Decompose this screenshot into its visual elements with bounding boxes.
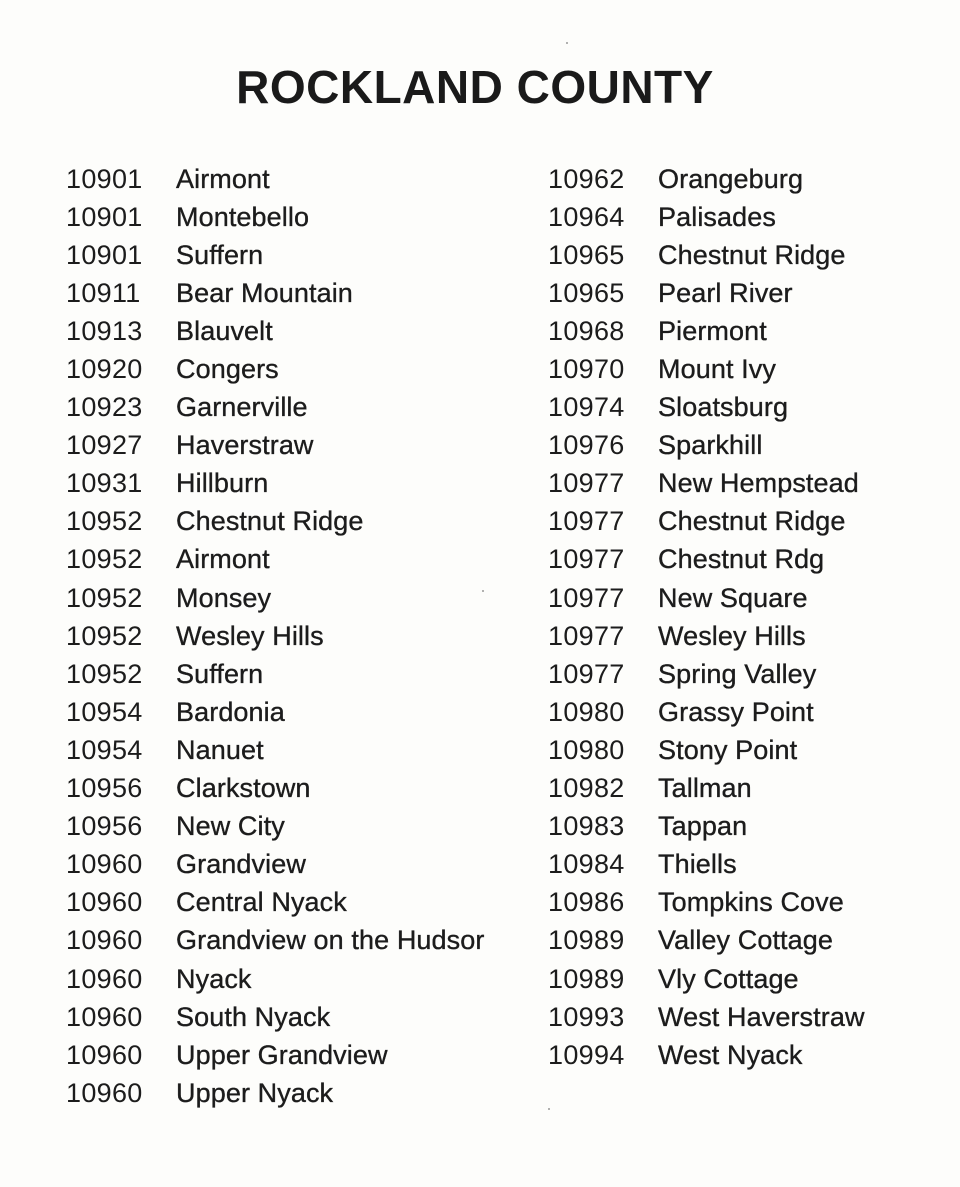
- zip-code: 10982: [548, 773, 625, 804]
- zip-code: 10923: [66, 392, 143, 423]
- zip-entry: [66, 655, 484, 693]
- zip-entry: [548, 274, 865, 312]
- zip-code: 10962: [548, 163, 625, 194]
- place-name: Grassy Point: [658, 696, 814, 727]
- place-name: Montebello: [176, 201, 310, 232]
- zip-entry: [66, 998, 484, 1036]
- place-name: Upper Grandview: [176, 1039, 388, 1070]
- zip-entry: [66, 846, 484, 884]
- zip-code: 10976: [548, 430, 625, 461]
- zip-code: 10931: [66, 468, 143, 499]
- zip-entry: [548, 808, 865, 846]
- zip-code: 10977: [548, 620, 625, 651]
- place-name: Wesley Hills: [658, 620, 806, 651]
- zip-entry: [66, 198, 484, 236]
- place-name: Garnerville: [176, 392, 308, 423]
- place-name: Grandview on the Hudsor: [176, 925, 485, 956]
- zip-code: 10977: [548, 468, 625, 499]
- place-name: Thiells: [658, 849, 737, 880]
- zip-entry: [548, 160, 865, 198]
- place-name: Upper Nyack: [176, 1077, 334, 1108]
- zip-entry: [66, 808, 484, 846]
- zip-entry: [548, 312, 865, 350]
- zip-code: 10960: [66, 963, 143, 994]
- zip-code: 10968: [548, 315, 625, 346]
- place-name: Sloatsburg: [658, 392, 789, 423]
- place-name: Spring Valley: [658, 658, 817, 689]
- zip-entry: [548, 655, 865, 693]
- zip-code: 10911: [66, 277, 141, 308]
- zip-code: 10956: [66, 811, 143, 842]
- place-name: Tappan: [658, 811, 748, 842]
- page-title: ROCKLAND COUNTY: [236, 61, 714, 113]
- zip-entry: [548, 465, 865, 503]
- zip-code: 10977: [548, 506, 625, 537]
- zip-entry: [548, 541, 865, 579]
- place-name: Valley Cottage: [658, 925, 834, 956]
- zip-code: 10960: [66, 1001, 143, 1032]
- zip-entry: [66, 960, 484, 998]
- zip-code: 10980: [548, 734, 625, 765]
- place-name: Mount Ivy: [658, 354, 776, 385]
- place-name: New City: [176, 811, 285, 842]
- scan-speck: [566, 42, 568, 44]
- zip-code: 10993: [548, 1001, 625, 1032]
- zip-code: 10965: [548, 277, 625, 308]
- place-name: Chestnut Ridge: [658, 506, 846, 537]
- zip-entry: [66, 617, 484, 655]
- zip-entry: [66, 693, 484, 731]
- place-name: Palisades: [658, 201, 776, 232]
- zip-list-left: [66, 160, 484, 1112]
- place-name: Clarkstown: [176, 773, 311, 804]
- zip-entry: [548, 389, 865, 427]
- place-name: Central Nyack: [176, 887, 347, 918]
- place-name: New Hempstead: [658, 468, 859, 499]
- place-name: Airmont: [176, 544, 270, 575]
- zip-code: 10994: [548, 1039, 625, 1070]
- zip-code: 10960: [66, 925, 143, 956]
- place-name: Monsey: [176, 582, 272, 613]
- zip-entry: [548, 960, 865, 998]
- zip-entry: [66, 503, 484, 541]
- zip-code: 10989: [548, 925, 625, 956]
- place-name: Grandview: [176, 849, 306, 880]
- place-name: Congers: [176, 354, 279, 385]
- place-name: Blauvelt: [176, 315, 273, 346]
- zip-code: 10901: [66, 201, 143, 232]
- place-name: Nyack: [176, 963, 252, 994]
- zip-code: 10986: [548, 887, 625, 918]
- zip-code: 10970: [548, 354, 625, 385]
- place-name: Tompkins Cove: [658, 887, 844, 918]
- zip-code: 10965: [548, 239, 625, 270]
- place-name: Vly Cottage: [658, 963, 799, 994]
- zip-code: 10984: [548, 849, 625, 880]
- place-name: Airmont: [176, 163, 270, 194]
- zip-entry: [66, 160, 484, 198]
- zip-entry: [66, 274, 484, 312]
- zip-entry: [548, 846, 865, 884]
- zip-code: 10989: [548, 963, 625, 994]
- zip-entry: [548, 503, 865, 541]
- place-name: Orangeburg: [658, 163, 804, 194]
- place-name: West Nyack: [658, 1039, 803, 1070]
- place-name: West Haverstraw: [658, 1001, 865, 1032]
- zip-entry: [66, 922, 484, 960]
- place-name: Sparkhill: [658, 430, 763, 461]
- zip-entry: [66, 731, 484, 769]
- zip-code: 10954: [66, 734, 143, 765]
- zip-entry: [548, 998, 865, 1036]
- zip-code: 10964: [548, 201, 625, 232]
- place-name: New Square: [658, 582, 808, 613]
- place-name: Hillburn: [176, 468, 269, 499]
- zip-entry: [548, 617, 865, 655]
- place-name: Haverstraw: [176, 430, 314, 461]
- zip-entry: [66, 350, 484, 388]
- zip-code: 10960: [66, 849, 143, 880]
- zip-code: 10927: [66, 430, 143, 461]
- zip-entry: [548, 236, 865, 274]
- place-name: Tallman: [658, 773, 752, 804]
- zip-entry: [548, 770, 865, 808]
- place-name: Pearl River: [658, 277, 793, 308]
- zip-code: 10956: [66, 773, 143, 804]
- zip-code: 10954: [66, 696, 143, 727]
- zip-code: 10901: [66, 239, 143, 270]
- zip-entry: [66, 1036, 484, 1074]
- place-name: Wesley Hills: [176, 620, 324, 651]
- place-name: Suffern: [176, 239, 264, 270]
- place-name: Piermont: [658, 315, 767, 346]
- zip-code: 10952: [66, 620, 143, 651]
- zip-code: 10913: [66, 315, 143, 346]
- zip-entry: [548, 884, 865, 922]
- place-name: Suffern: [176, 658, 264, 689]
- zip-entry: [548, 1036, 865, 1074]
- zip-code: 10920: [66, 354, 143, 385]
- zip-entry: [548, 198, 865, 236]
- zip-code: 10977: [548, 544, 625, 575]
- zip-code: 10983: [548, 811, 625, 842]
- zip-entry: [66, 884, 484, 922]
- zip-entry: [66, 541, 484, 579]
- place-name: Bardonia: [176, 696, 285, 727]
- place-name: Chestnut Ridge: [658, 239, 846, 270]
- zip-entry: [66, 1074, 484, 1112]
- zip-entry: [548, 350, 865, 388]
- zip-entry: [548, 693, 865, 731]
- zip-entry: [548, 731, 865, 769]
- zip-code: 10980: [548, 696, 625, 727]
- place-name: South Nyack: [176, 1001, 331, 1032]
- scan-speck: [482, 590, 484, 592]
- zip-code: 10952: [66, 658, 143, 689]
- place-name: Nanuet: [176, 734, 264, 765]
- zip-entry: [66, 389, 484, 427]
- place-name: Chestnut Rdg: [658, 544, 825, 575]
- zip-code: 10960: [66, 1039, 143, 1070]
- zip-entry: [66, 427, 484, 465]
- zip-code: 10960: [66, 887, 143, 918]
- zip-entry: [548, 922, 865, 960]
- zip-code: 10901: [66, 163, 143, 194]
- zip-code: 10952: [66, 582, 143, 613]
- zip-entry: [548, 579, 865, 617]
- zip-entry: [66, 312, 484, 350]
- zip-entry: [548, 427, 865, 465]
- zip-entry: [66, 770, 484, 808]
- zip-code: 10974: [548, 392, 625, 423]
- zip-entry: [66, 236, 484, 274]
- place-name: Stony Point: [658, 734, 798, 765]
- zip-code: 10977: [548, 582, 625, 613]
- place-name: Bear Mountain: [176, 277, 353, 308]
- scan-speck: [548, 1108, 550, 1110]
- zip-code: 10952: [66, 506, 143, 537]
- zip-entry: [66, 579, 484, 617]
- place-name: Chestnut Ridge: [176, 506, 364, 537]
- zip-entry: [66, 465, 484, 503]
- zip-code: 10952: [66, 544, 143, 575]
- zip-code: 10977: [548, 658, 625, 689]
- zip-list-right: [548, 160, 865, 1074]
- zip-code: 10960: [66, 1077, 143, 1108]
